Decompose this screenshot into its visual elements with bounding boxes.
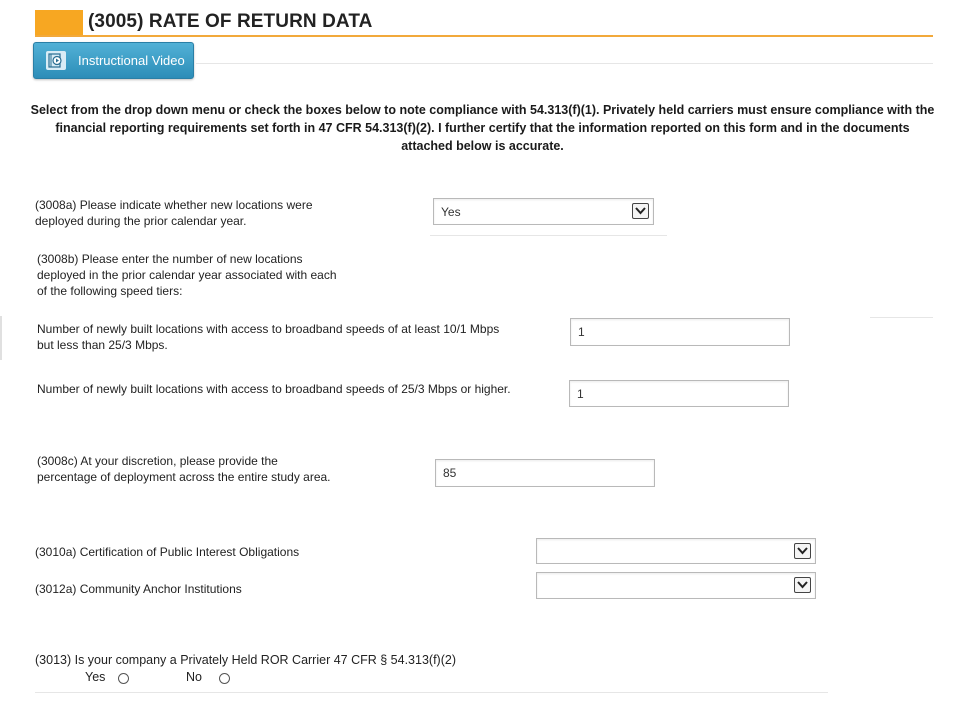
q3008c-input[interactable] bbox=[435, 459, 655, 487]
tier2-label: Number of newly built locations with access to broadband speeds of 25/3 Mbps or higher. bbox=[37, 382, 511, 396]
chevron-down-icon bbox=[632, 203, 649, 219]
video-play-icon bbox=[46, 51, 66, 70]
tier2-input[interactable] bbox=[569, 380, 789, 407]
q3008a-selected-value: Yes bbox=[441, 205, 461, 219]
intro-text: Select from the drop down menu or check the boxes below to note compliance with 54.313(f)(1). Privately held carriers must ensure compliance with the financial reporting requirements set forth in 47 CFR 54.313(f)(2). I further certify that the information reported on this form and in the documents attached below is accurate. bbox=[30, 103, 935, 153]
q3013-yes-label: Yes bbox=[85, 670, 106, 684]
tier1-input[interactable] bbox=[570, 318, 790, 346]
page-title: (3005) RATE OF RETURN DATA bbox=[88, 11, 373, 32]
q3012a-select[interactable] bbox=[536, 572, 816, 599]
q3010a-label: (3010a) Certification of Public Interest Obligations bbox=[35, 545, 300, 559]
tier1-label: Number of newly built locations with access to broadband speeds of at least 10/1 Mbps but less than 25/3 Mbps. bbox=[37, 322, 500, 352]
tier1-divider bbox=[870, 317, 933, 318]
q3010a-select[interactable] bbox=[536, 538, 816, 564]
q3008b-label: (3008b) Please enter the number of new locations deployed in the prior calendar year associated with each of the following speed tiers: bbox=[37, 252, 337, 298]
chevron-down-icon bbox=[794, 543, 811, 559]
header-divider bbox=[35, 35, 933, 37]
q3012a-label: (3012a) Community Anchor Institutions bbox=[35, 582, 242, 596]
chevron-down-icon bbox=[794, 577, 811, 593]
instructional-video-label: Instructional Video bbox=[78, 53, 185, 68]
header-accent-block bbox=[35, 10, 83, 35]
q3008a-select[interactable] bbox=[433, 198, 654, 225]
toolbar-divider bbox=[196, 63, 933, 64]
instructional-video-button[interactable] bbox=[33, 42, 194, 79]
left-edge-rule bbox=[0, 316, 2, 360]
q3013-label: (3013) Is your company a Privately Held ROR Carrier 47 CFR § 54.313(f)(2) bbox=[35, 653, 456, 667]
q3013-divider bbox=[35, 692, 828, 693]
q3013-no-radio[interactable] bbox=[219, 673, 230, 684]
q3013-no-label: No bbox=[186, 670, 202, 684]
q3008c-label: (3008c) At your discretion, please provide the percentage of deployment across the entire study area. bbox=[37, 454, 331, 484]
q3008a-label: (3008a) Please indicate whether new locations were deployed during the prior calendar year. bbox=[35, 198, 313, 228]
q3008a-divider bbox=[430, 235, 667, 236]
q3013-yes-radio[interactable] bbox=[118, 673, 129, 684]
